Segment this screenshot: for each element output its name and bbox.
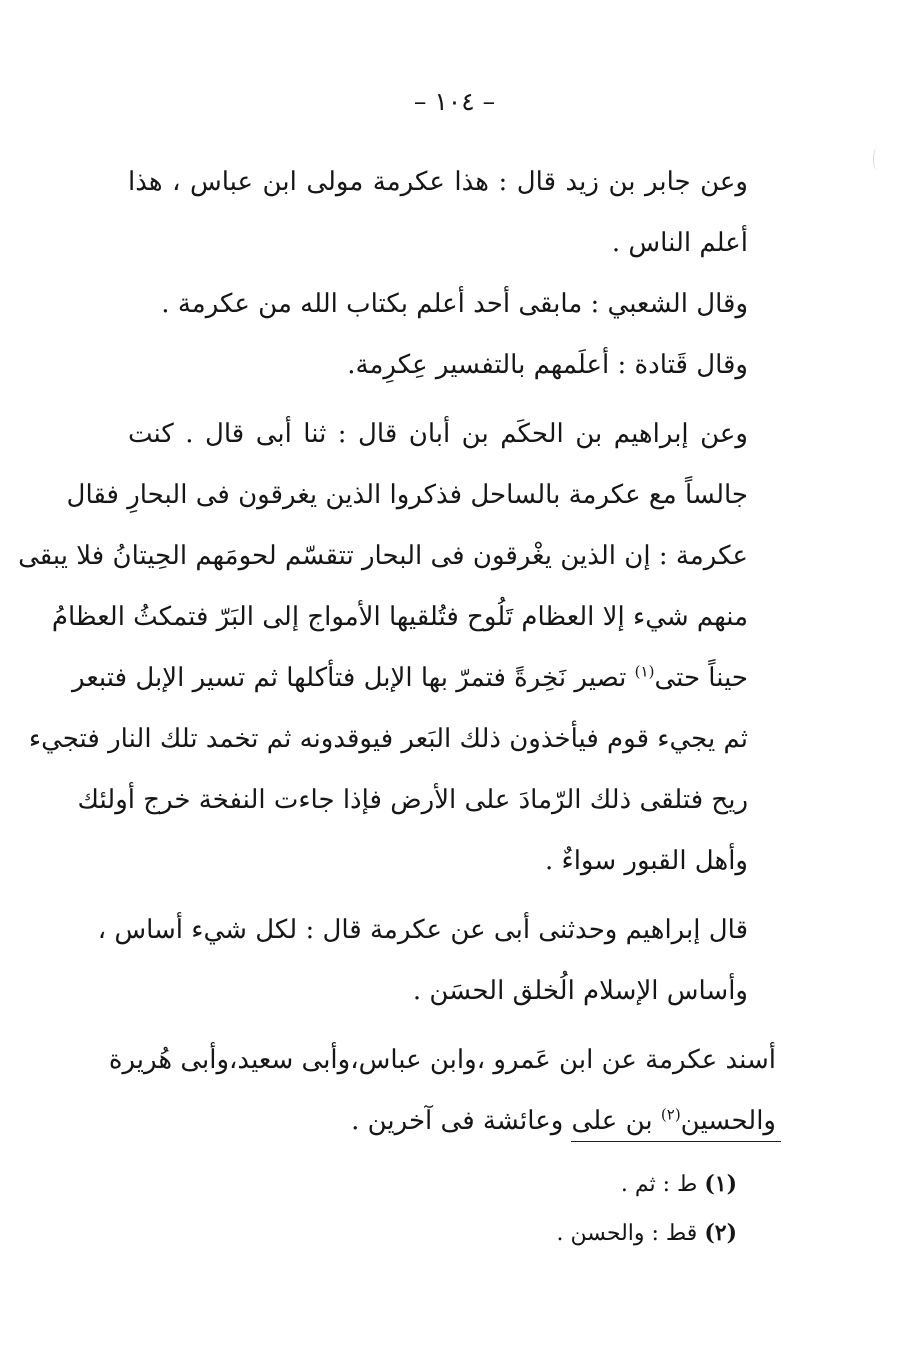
text-segment: بن على وعائشة فى آخرين . xyxy=(351,1106,653,1136)
paragraph-ibrahim xyxy=(18,404,776,892)
footnote-text: ط : ثم . xyxy=(620,1172,698,1197)
text-line: منهم شيء إلا العظام تَلُوح فتُلقيها الأمواج إلى البَرّ فتمكثُ العظامُ xyxy=(51,602,748,632)
paragraph-jabir xyxy=(128,152,776,274)
text-line: ريح فتلقى ذلك الرّمادَ على الأرض فإذا جاءت النفخة خرج أولئك xyxy=(77,785,748,815)
paragraph-asnad xyxy=(108,1030,776,1152)
footnote-reference-1: (١) xyxy=(634,662,655,681)
footnote-marker: (٢) xyxy=(704,1220,737,1246)
text-line: وقال الشعبي : مابقى أحد أعلم بكتاب الله من عكرمة . xyxy=(161,289,748,319)
text-segment: والحسين xyxy=(680,1106,776,1136)
paper-speck xyxy=(873,148,880,170)
text-line: جالساً مع عكرمة بالساحل فذكروا الذين يغرقون فى البحارِ فقال xyxy=(66,480,748,510)
footnote-divider xyxy=(571,1141,781,1142)
main-text xyxy=(18,152,776,1152)
paragraph-ibrahim-hadathani xyxy=(97,900,776,1022)
text-line: عكرمة : إن الذين يغْرقون فى البحار تتقسّم لحومَهم الحِيتانُ فلا يبقى xyxy=(18,541,748,571)
text-line: أعلم الناس . xyxy=(611,228,748,258)
text-line: وأساس الإسلام الُخلق الحسَن . xyxy=(412,976,748,1006)
text-line-with-note xyxy=(128,1091,776,1152)
footnote-1 xyxy=(337,1160,737,1209)
footnote-reference-2: (٢) xyxy=(660,1105,681,1124)
footnote-marker: (١) xyxy=(704,1171,737,1197)
text-line: وأهل القبور سواءٌ . xyxy=(544,846,748,876)
footnotes xyxy=(337,1160,737,1258)
footnote-2 xyxy=(337,1209,737,1258)
text-line: أسند عكرمة عن ابن عَمرو ،وابن عباس،وأبى سعيد،وأبى هُريرة xyxy=(108,1045,776,1075)
text-line: قال إبراهيم وحدثنى أبى عن عكرمة قال : لكل شيء أساس ، xyxy=(97,915,748,945)
text-segment: حيناً حتى xyxy=(654,663,748,693)
text-segment: تصير نَخِرةً فتمرّ بها الإبل فتأكلها ثم تسير الإبل فتبعر xyxy=(72,663,627,693)
text-line: وعن إبراهيم بن الحكَم بن أبان قال : ثنا أبى قال . كنت xyxy=(128,419,748,449)
page-number: – ١٠٤ – xyxy=(413,87,496,116)
paragraph-qatada xyxy=(128,335,776,396)
text-line: وقال قَتادة : أعلَمهم بالتفسير عِكرِمة. xyxy=(347,350,748,380)
text-line-with-note xyxy=(72,648,776,709)
paragraph-shabi xyxy=(128,274,776,335)
text-line: ثم يجيء قوم فيأخذون ذلك البَعر فيوقدونه ثم تخمد تلك النار فتجيء xyxy=(28,724,748,754)
footnote-text: قط : والحسن . xyxy=(556,1221,698,1246)
text-line: وعن جابر بن زيد قال : هذا عكرمة مولى ابن عباس ، هذا xyxy=(128,167,748,197)
